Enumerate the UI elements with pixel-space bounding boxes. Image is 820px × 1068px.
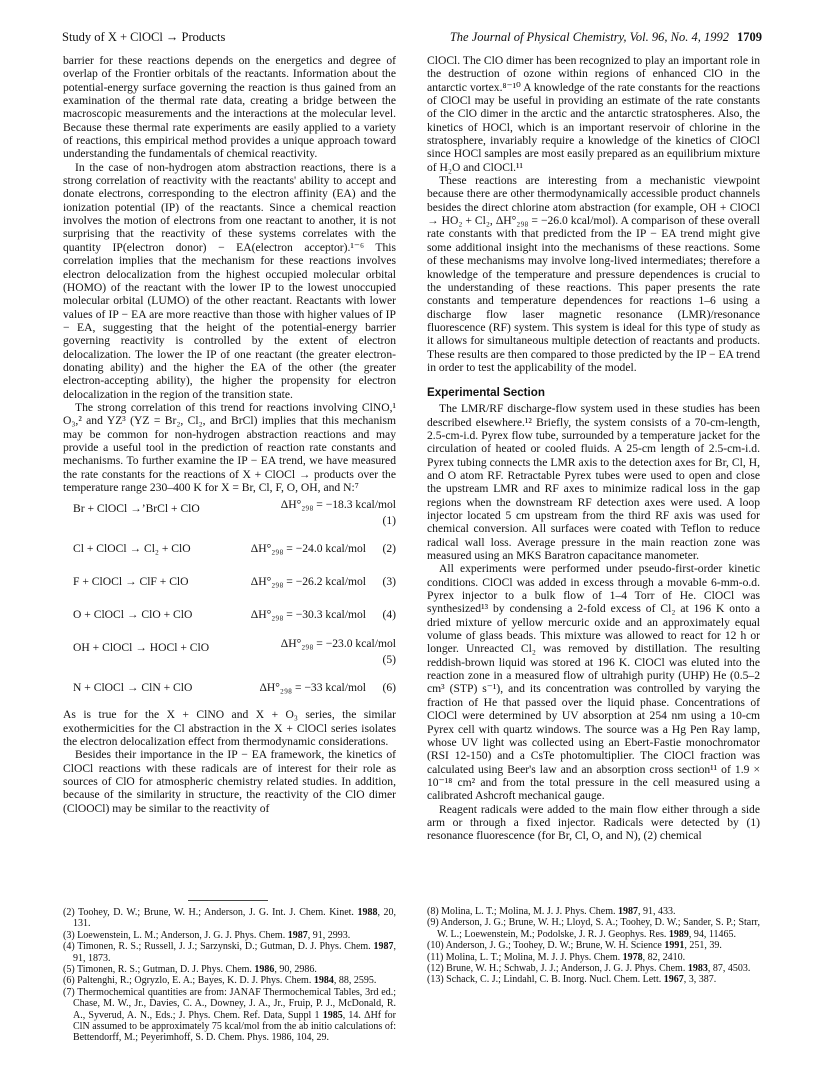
reference: (11) Molina, L. T.; Molina, M. J. J. Phys. Chem. 1978, 82, 2410. — [427, 951, 686, 963]
reference: (10) Anderson, J. G.; Toohey, D. W.; Brune, W. H. Science 1991, 251, 39. — [427, 940, 722, 952]
equation-number: (6) — [382, 681, 396, 695]
references-right — [427, 906, 760, 986]
reference: (3) Loewenstein, L. M.; Anderson, J. G. J. Phys. Chem. 1987, 91, 2993. — [63, 929, 351, 941]
running-header — [62, 30, 762, 48]
equation-number: (2) — [382, 542, 396, 556]
journal-citation — [450, 30, 762, 45]
journal-name: The Journal of Physical Chemistry, Vol. 96, No. 4, 1992 — [449, 30, 729, 44]
references-left — [63, 900, 396, 1044]
paragraph: barrier for these reactions depends on the energetics and degree of overlap of the Frontier orbitals of the reactants. Information about the potential-energy surface governing the reaction is thus gained from an examination of the thermal rate data, creating a bridge between the macroscopic measurements and the interactions at the molecular level. Because these thermal rate experiments are easily applied to a variety of reactions, this empirical method provides a unique approach toward understanding the fundamentals of chemical reactivity. — [63, 54, 396, 161]
equation-enthalpy: ΔH°₂₉₈ = −30.3 kcal/mol — [250, 608, 366, 622]
reference: (7) Thermochemical quantities are from: JANAF Thermochemical Tables, 3rd ed.; Chase, M. W., Jr., Davies, C. A., Downey, J. A., Jr., Fruip, P. J., McDonald, R. A., Syverud, A. N., Eds.; J. Phys. Chem. Ref. Data, Suppl 1 1985, 14. ΔHf for ClN assumed to be approximately 75 kcal/mol from the ab initio calculations of: Bettendorff, M.; Peyerimhoff, S. D. Chem. Phys. 1986, 104, 29. — [63, 986, 396, 1044]
reference: (2) Toohey, D. W.; Brune, W. H.; Anderson, J. G. Int. J. Chem. Kinet. 1988, 20, 131. — [63, 907, 397, 930]
section-heading: Experimental Section — [427, 386, 545, 400]
right-column — [427, 54, 760, 843]
running-title: Study of X + ClOCl → Products — [62, 30, 226, 44]
reference: (5) Timonen, R. S.; Gutman, D. J. Phys. Chem. 1986, 90, 2986. — [63, 964, 317, 976]
reference: (4) Timonen, R. S.; Russell, J. J.; Sarzynski, D.; Gutman, D. J. Phys. Chem. 1987, 91, 1873. — [63, 941, 396, 964]
reference: (6) Paltenghi, R.; Ogryzlo, E. A.; Bayes, K. D. J. Phys. Chem. 1984, 88, 2595. — [63, 975, 377, 987]
paragraph: The LMR/RF discharge-flow system used in these studies has been described elsewhere.¹² Briefly, the system consists of a 70-cm-length, 2.5-cm-i.d. Pyrex flow tube, surrounded by a temperature jacket for the circulation of heated or cooled fluids. A 25-cm length of 2.5-cm-i.d. Pyrex tubing connects the LMR axis to the detection axes for Br, Cl, H, and O atom RF. Retractable Pyrex tubes were used to open and close the upstream LMR and RF axes to minimize radical loss in the gap regions when the downstream RF detection axes were used. A loop injector located 5 cm upstream from the third RF axis was used for chemical conversion. All surfaces were coated with Teflon to reduce radical wall loss. Average pressure in the main reaction zone was measured using an MKS Baratron capacitance manometer. — [427, 402, 760, 563]
equation-reaction: Cl + ClOCl → Cl₂ + ClO — [73, 542, 191, 556]
equation-2 — [63, 536, 396, 569]
equation-number: (5) — [382, 653, 396, 667]
equation-reaction: OH + ClOCl → HOCl + ClO — [73, 641, 210, 655]
paragraph: These reactions are interesting from a mechanistic viewpoint because there are other thermodynamically accessible product channels besides the direct chlorine atom abstraction (for example, OH + ClOCl → HO₂ + Cl₂, ΔH°₂₉₈ = −26.0 kcal/mol). A comparison of these overall rate constants with that predicted from the IP − EA trend might give some additional insight into the mechanisms of these reactions. Some of these mechanisms may involve long-lived intermediates; therefore a knowledge of the temperature and pressure dependences is crucial to the understanding of these reactions. This paper presents the rate constants and temperature dependences for reactions 1–6 using a discharge flow laser magnetic resonance (LMR)/resonance fluorescence (RF) system. This system is ideal for this type of study as it allows for simultaneous multiple detection of reactants and products. These results are then compared to those predicted by the IP − EA trend in order to test the applicability of the model. — [427, 174, 760, 374]
reference: (12) Brune, W. H.; Schwab, J. J.; Anderson, J. G. J. Phys. Chem. 1983, 87, 4503. — [427, 963, 751, 975]
equation-enthalpy: ΔH°₂₉₈ = −33 kcal/mol — [259, 681, 366, 695]
paragraph: ClOCl. The ClO dimer has been recognized to play an important role in the destruction of ozone within regions of enhanced ClO in the antarctic vortex.⁸⁻¹⁰ A knowledge of the rate constants for the reactions of ClOCl may be useful in providing an estimate of the rate constants of the ClO dimer in the arctic and the antarctic stratospheres. Also, the kinetics of HOCl, which is an important reservoir of chlorine in the stratosphere, invariably require a knowledge of the kinetics of ClOCl since HOCl samples are most easily prepared as an equilibrium mixture of H₂O and ClOCl.¹¹ — [427, 54, 760, 174]
footnote-rule — [188, 900, 268, 901]
equation-5 — [63, 635, 396, 675]
equation-1 — [63, 496, 396, 536]
paragraph: Reagent radicals were added to the main flow either through a side arm or through a fixed injector. Radicals were detected by (1) resonance fluorescence (for Br, Cl, O, and N), (2) chemical — [427, 802, 760, 843]
equation-enthalpy: ΔH°₂₉₈ = −24.0 kcal/mol — [250, 542, 366, 556]
equation-4 — [63, 602, 396, 635]
equation-number: (4) — [382, 608, 396, 622]
paragraph: As is true for the X + ClNO and X + O₃ series, the similar exothermicities for the Cl abstraction in the X + ClOCl series isolates the electron delocalization effect from thermodynamic considerations. — [63, 708, 396, 749]
equation-number: (1) — [382, 514, 396, 528]
reference: (13) Schack, C. J.; Lindahl, C. B. Inorg. Nucl. Chem. Lett. 1967, 3, 387. — [427, 974, 717, 986]
equation-reaction: O + ClOCl → ClO + ClO — [73, 608, 193, 622]
paragraph: In the case of non-hydrogen atom abstraction reactions, there is a strong correlation of reactivity with the reactants' ability to accept and donate electrons, corresponding to the electron affinity (EA) and the ionization potential (IP) of the reactants. Since a chemical reaction involves the motion of electrons from one reactant to another, it is not surprising that the reactivity of these systems correlates with the quantity IP(electron donor) − EA(electron acceptor).¹⁻⁶ This correlation implies that the mechanism for these reactions involves electron delocalization from the highest occupied molecular orbital (HOMO) of the reactant with the lower IP to the lowest unoccupied molecular orbital (LUMO) of the other reactant. Reactants with lower values of IP − EA are more reactive than those with higher values of IP − EA, suggesting that the height of the potential-energy barrier governing reactivity is controlled by the extent of electron delocalization. The lower the IP of one reactant (the greater electron-donating ability) and the higher the EA of the other (the greater electron-accepting ability), the higher the propensity for electron delocalization in the region of the transition state. — [63, 160, 396, 401]
reference: (8) Molina, L. T.; Molina, M. J. J. Phys. Chem. 1987, 91, 433. — [427, 906, 676, 917]
equation-enthalpy: ΔH°₂₉₈ = −23.0 kcal/mol — [280, 637, 396, 651]
equation-3 — [63, 569, 396, 602]
paragraph: The strong correlation of this trend for reactions involving ClNO,¹ O₃,² and YZ³ (YZ = Br₂, Cl₂, and BrCl) implies that this mechanism may be common for non-hydrogen abstraction reactions and may provide a useful tool in the prediction of reaction rate constants and mechanisms. To further examine the IP − EA trend, we have measured the rate constants for the reactions of X + ClOCl → products over the temperature range 230–400 K for X = Br, Cl, F, O, OH, and N:⁷ — [63, 400, 396, 494]
equation-reaction: N + ClOCl → ClN + ClO — [73, 681, 193, 695]
left-column — [63, 54, 396, 815]
reference: (9) Anderson, J. G.; Brune, W. H.; Lloyd, S. A.; Toohey, D. W.; Sander, S. P.; Starr, W. L.; Loewenstein, M.; Podolske, J. R. J. Geophys. Res. 1989, 94, 11465. — [427, 917, 760, 940]
equation-enthalpy: ΔH°₂₉₈ = −26.2 kcal/mol — [250, 575, 366, 589]
equation-reaction: Br + ClOCl →’BrCl + ClO — [73, 502, 200, 516]
page-number: 1709 — [737, 30, 762, 44]
equation-number: (3) — [382, 575, 396, 589]
paragraph: Besides their importance in the IP − EA framework, the kinetics of ClOCl reactions with these radicals are of interest for their role as sources of ClO for atmospheric chemistry related studies. In addition, because of the similarity in structure, the reactivity of the ClO dimer (ClOOCl) may be similar to the reactivity of — [63, 748, 396, 815]
equation-reaction: F + ClOCl → ClF + ClO — [73, 575, 189, 589]
equation-enthalpy: ΔH°₂₉₈ = −18.3 kcal/mol — [280, 498, 396, 512]
paragraph: All experiments were performed under pseudo-first-order kinetic conditions. ClOCl was added in excess through a movable 6-mm-o.d. Pyrex injector to a bulk flow of 1–4 Torr of He. ClOCl was synthesized¹³ by condensing a 2-fold excess of Cl₂ at 196 K onto a dried mixture of yellow mercuric oxide and an approximately equal volume of glass beads. This mixture was allowed to react for 12 h or longer. Unreacted Cl₂ was removed by distillation. The resulting reddish-brown liquid was stored at 196 K. ClOCl was eluted into the reaction zone in a measured flow of ultrahigh purity (UHP) He (0.5–2 cm³ (STP) s⁻¹), and its concentration was controlled by varying the fraction of He that passed over the liquid phase. Concentrations of ClOCl were determined by UV absorption at 254 nm using a 10-cm Pyrex cell with quartz windows. The source was a Hg Pen Ray lamp, whose UV light was collected using an Ebert-Fastie monochromator (RSI 12-150) and a CsTe photomultiplier. The ClOCl fraction was calculated using Beer's law and an absorption cross section¹¹ of 1.9 × 10⁻¹⁸ cm² and from the total pressure in the cell measured using a calibrated Ashcroft mechanical gauge. — [427, 562, 760, 803]
equation-6 — [63, 675, 396, 708]
